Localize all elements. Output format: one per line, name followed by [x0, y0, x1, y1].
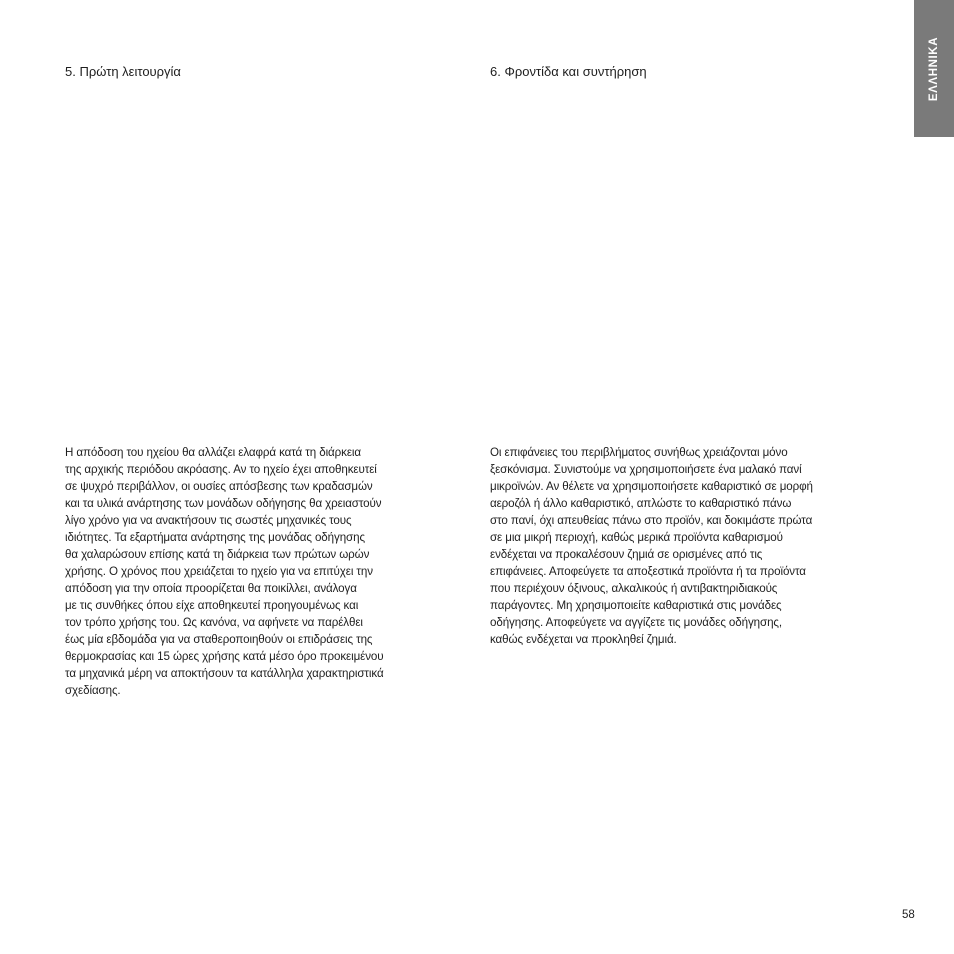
text-line: στο πανί, όχι απευθείας πάνω στο προϊόν, και δοκιμάστε πρώτα: [490, 514, 813, 527]
text-line: χρήσης. Ο χρόνος που χρειάζεται το ηχείο για να επιτύχει την: [65, 565, 373, 578]
text-line: επιφάνειες. Αποφεύγετε τα αποξεστικά προϊόντα ή τα προϊόντα: [490, 565, 806, 578]
language-tab-label: ΕΛΛΗΝΙΚΑ: [928, 36, 940, 101]
section-6-body: [490, 444, 890, 648]
text-line: ξεσκόνισμα. Συνιστούμε να χρησιμοποιήσετε ένα μαλακό πανί: [490, 463, 802, 476]
text-line: οδήγησης. Αποφεύγετε να αγγίζετε τις μονάδες οδήγησης,: [490, 616, 783, 629]
text-line: έως μία εβδομάδα για να σταθεροποιηθούν οι επιδράσεις της: [65, 633, 373, 646]
page-number: 58: [902, 909, 915, 921]
text-line: λίγο χρόνο για να ανακτήσουν τις σωστές μηχανικές τους: [65, 514, 352, 527]
text-line: ενδέχεται να προκαλέσουν ζημιά σε ορισμένες από τις: [490, 548, 763, 561]
text-line: αεροζόλ ή άλλο καθαριστικό, απλώστε το καθαριστικό πάνω: [490, 497, 792, 510]
text-line: της αρχικής περιόδου ακρόασης. Αν το ηχείο έχει αποθηκευτεί: [65, 463, 377, 476]
text-line: Οι επιφάνειες του περιβλήματος συνήθως χρειάζονται μόνο: [490, 446, 788, 459]
text-line: τον τρόπο χρήσης του. Ως κανόνα, να αφήνετε να παρέλθει: [65, 616, 363, 629]
text-line: σε ψυχρό περιβάλλον, οι ουσίες απόσβεσης των κραδασμών: [65, 480, 373, 493]
text-line: παράγοντες. Μη χρησιμοποιείτε καθαριστικά στις μονάδες: [490, 599, 782, 612]
text-line: με τις συνθήκες όπου είχε αποθηκευτεί προηγουμένως και: [65, 599, 359, 612]
text-line: ιδιότητες. Τα εξαρτήματα ανάρτησης της μονάδας οδήγησης: [65, 531, 365, 544]
text-line: και τα υλικά ανάρτησης των μονάδων οδήγησης θα χρειαστούν: [65, 497, 382, 510]
section-5-heading: 5. Πρώτη λειτουργία: [65, 64, 181, 79]
text-line: σε μια μικρή περιοχή, καθώς μερικά προϊόντα καθαρισμού: [490, 531, 783, 544]
text-line: θα χαλαρώσουν επίσης κατά τη διάρκεια των πρώτων ωρών: [65, 548, 370, 561]
text-line: θερμοκρασίας και 15 ώρες χρήσης κατά μέσο όρο προκειμένου: [65, 650, 384, 663]
section-5-body: [65, 444, 465, 699]
text-line: Η απόδοση του ηχείου θα αλλάζει ελαφρά κατά τη διάρκεια: [65, 446, 361, 459]
text-line: απόδοση για την οποία προορίζεται θα ποικίλλει, ανάλογα: [65, 582, 357, 595]
text-line: σχεδίασης.: [65, 684, 121, 697]
text-line: μικροϊνών. Αν θέλετε να χρησιμοποιήσετε καθαριστικό σε μορφή: [490, 480, 813, 493]
text-line: που περιέχουν όξινους, αλκαλικούς ή αντιβακτηριδιακούς: [490, 582, 778, 595]
text-line: καθώς ενδέχεται να προκληθεί ζημιά.: [490, 633, 677, 646]
language-tab: [914, 0, 954, 137]
text-line: τα μηχανικά μέρη να αποκτήσουν τα κατάλληλα χαρακτηριστικά: [65, 667, 384, 680]
section-6-heading: 6. Φροντίδα και συντήρηση: [490, 64, 647, 79]
